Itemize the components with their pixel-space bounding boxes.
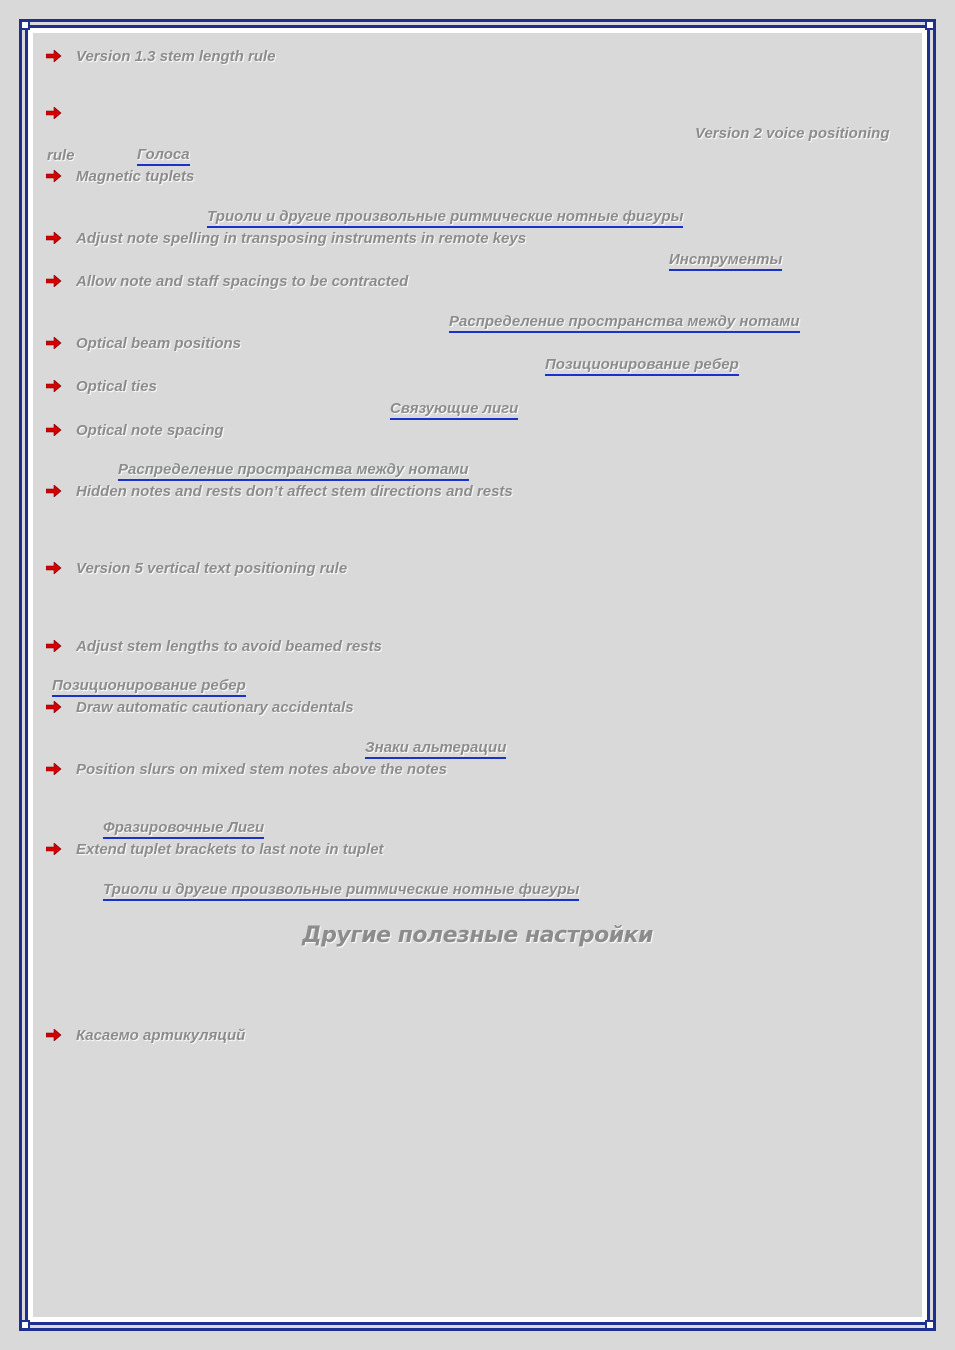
link-tuplets[interactable]: Триоли и другие произвольные ритмические нотные фигуры (103, 881, 579, 901)
section-heading: Другие полезные настройки (302, 923, 653, 948)
link-voices[interactable]: Голоса (137, 146, 190, 166)
list-item: Version 1.3 stem length rule (76, 48, 276, 65)
arrow-bullet-icon (46, 701, 62, 713)
link-note-spacing[interactable]: Распределение пространства между нотами (118, 461, 469, 481)
link-tuplets[interactable]: Триоли и другие произвольные ритмические нотные фигуры (207, 208, 683, 228)
arrow-bullet-icon (46, 232, 62, 244)
list-item: Hidden notes and rests don’t affect stem directions and rests (76, 483, 513, 500)
arrow-bullet-icon (46, 640, 62, 652)
list-item-continuation: Version 2 voice positioning (695, 125, 890, 142)
list-item: Position slurs on mixed stem notes above the notes (76, 761, 447, 778)
list-item: Adjust stem lengths to avoid beamed rests (76, 638, 382, 655)
list-item-continuation: rule (47, 147, 75, 164)
link-slurs[interactable]: Фразировочные Лиги (103, 819, 264, 839)
list-item: Version 5 vertical text positioning rule (76, 560, 348, 577)
arrow-bullet-icon (46, 275, 62, 287)
list-item: Magnetic tuplets (76, 168, 195, 185)
arrow-bullet-icon (46, 424, 62, 436)
arrow-bullet-icon (46, 107, 62, 119)
arrow-bullet-icon (46, 337, 62, 349)
link-beam-positions[interactable]: Позиционирование ребер (545, 356, 739, 376)
link-note-spacing[interactable]: Распределение пространства между нотами (449, 313, 800, 333)
list-item: Allow note and staff spacings to be contracted (76, 273, 409, 290)
list-item: Extend tuplet brackets to last note in tuplet (76, 841, 384, 858)
list-item: Adjust note spelling in transposing instruments in remote keys (76, 230, 527, 247)
arrow-bullet-icon (46, 843, 62, 855)
arrow-bullet-icon (46, 380, 62, 392)
arrow-bullet-icon (46, 485, 62, 497)
list-item: Optical beam positions (76, 335, 242, 352)
link-instruments[interactable]: Инструменты (669, 251, 782, 271)
link-ties[interactable]: Связующие лиги (390, 400, 518, 420)
arrow-bullet-icon (46, 763, 62, 775)
arrow-bullet-icon (46, 170, 62, 182)
list-item: Касаемо артикуляций (76, 1027, 246, 1044)
link-accidentals[interactable]: Знаки альтерации (365, 739, 506, 759)
arrow-bullet-icon (46, 1029, 62, 1041)
list-item: Optical note spacing (76, 422, 224, 439)
arrow-bullet-icon (46, 562, 62, 574)
arrow-bullet-icon (46, 50, 62, 62)
link-beam-positions[interactable]: Позиционирование ребер (52, 677, 246, 697)
list-item: Draw automatic cautionary accidentals (76, 699, 354, 716)
list-item: Optical ties (76, 378, 157, 395)
